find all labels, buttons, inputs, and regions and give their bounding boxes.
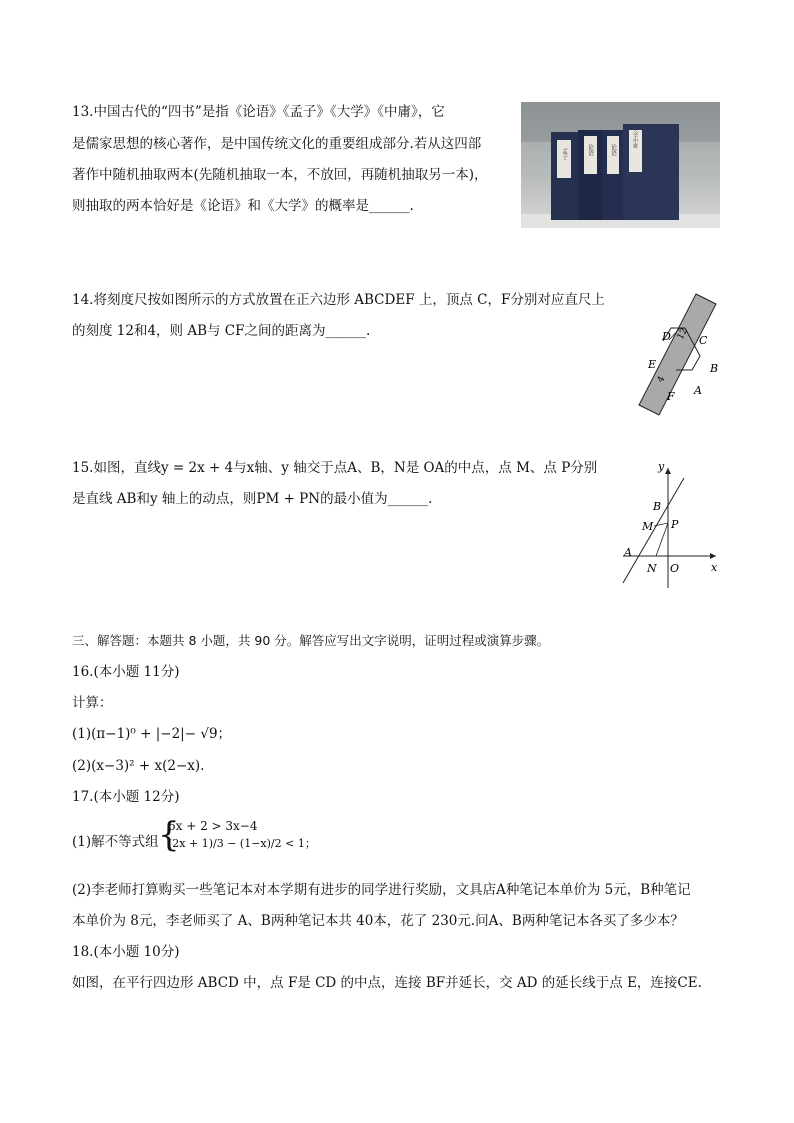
q16-part-1: (1)(π−1)⁰ + |−2|− √9； [72,726,232,742]
label-x-axis: x [711,561,718,574]
ruler-mark-12: 12 [675,326,691,342]
q13-line-1: 13.中国古代的“四书”是指《论语》《孟子》《大学》《中庸》，它 [72,104,445,120]
label-N: N [647,562,657,575]
q18-title: 18.(本小题 10分) [72,944,180,960]
label-E: E [648,358,657,371]
q16-title: 16.(本小题 11分) [72,664,180,680]
book-label-3: 论语 [609,144,617,156]
book-label-4: 大学中庸 [632,128,638,148]
q15-line-1: 15.如图，直线y = 2x + 4与x轴、y 轴交于点A、B，N是 OA的中点，点 M、点 P分别 [72,460,598,476]
label-A: A [694,384,702,397]
q13-line-4: 则抽取的两本恰好是《论语》和《大学》的概率是______. [72,198,414,214]
book-spines [551,124,679,220]
q17-part-1-prefix: (1)解不等式组 [72,834,159,850]
q17-inequality-2: (2x + 1)/3 − (1−x)/2 < 1； [168,837,316,850]
system-brace: { [158,815,180,855]
label-M: M [642,520,654,533]
label-P: P [671,518,679,531]
q16-intro: 计算： [72,695,113,711]
label-D: D [662,330,671,343]
label-A: A [624,546,632,559]
q17-inequality-1: 6x + 2 > 3x−4 [168,819,258,833]
ruler-mark-4: 4 [655,374,668,385]
section-3-heading: 三、解答题：本题共 8 小题，共 90 分。解答应写出文字说明，证明过程或演算步骤。 [72,633,550,648]
four-books-photo [521,102,720,228]
q14-line-2: 的刻度 12和4，则 AB与 CF之间的距离为______. [72,323,371,339]
label-B: B [653,500,662,513]
q17-part-2-line-1: (2)李老师打算购买一些笔记本对本学期有进步的同学进行奖励，文具店A种笔记本单价为 5元，B种笔记 [72,882,691,898]
q15-line-2: 是直线 AB和y 轴上的动点，则PM + PN的最小值为______. [72,491,433,507]
coordinate-figure [618,458,723,590]
q14-line-1: 14.将刻度尺按如图所示的方式放置在正六边形 ABCDEF 上，顶点 C，F分别对应直尺上 [72,292,605,308]
q16-part-2: (2)(x−3)² + x(2−x). [72,758,205,774]
label-O: O [670,562,680,575]
hexagon-ruler-figure [630,288,725,418]
label-B: B [710,362,719,375]
book-label-1: 孟子 [560,148,568,160]
q18-line-1: 如图，在平行四边形 ABCD 中，点 F是 CD 的中点，连接 BF并延长，交 AD 的延长线于点 E，连接CE. [72,975,702,991]
q13-line-3: 著作中随机抽取两本(先随机抽取一本，不放回，再随机抽取另一本)， [72,167,488,183]
book-label-2: 论语 [586,144,594,156]
label-F: F [667,390,675,403]
q13-line-2: 是儒家思想的核心著作，是中国传统文化的重要组成部分.若从这四部 [72,136,482,152]
q17-title: 17.(本小题 12分) [72,789,180,805]
label-C: C [699,334,708,347]
q17-part-2-line-2: 本单价为 8元，李老师买了 A、B两种笔记本共 40本，花了 230元.问A、B两种笔记本各买了多少本？ [72,913,684,929]
label-y-axis: y [658,460,665,473]
